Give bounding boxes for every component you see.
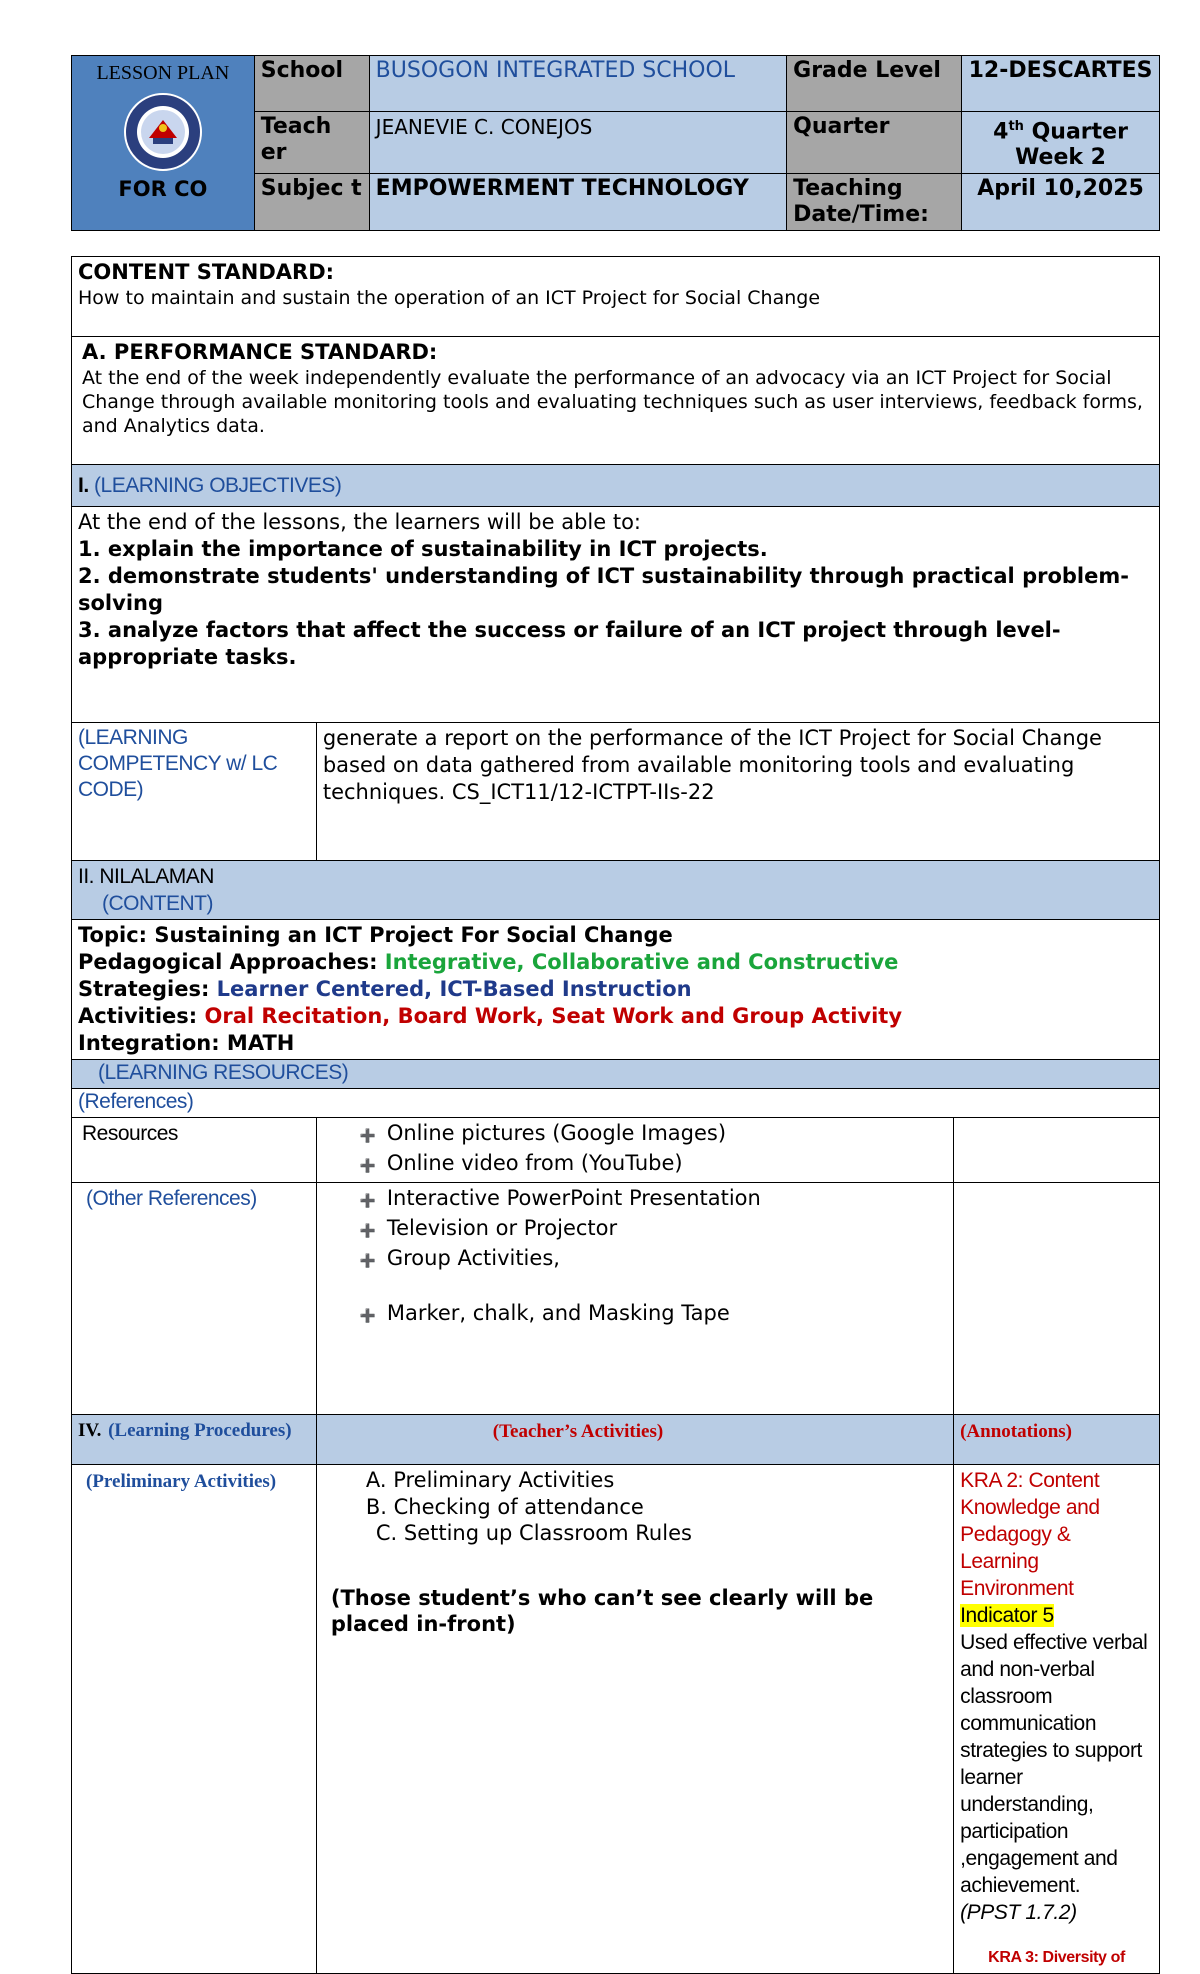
list-item: ➕Group Activities, xyxy=(357,1245,947,1275)
procedures-heading: IV. (Learning Procedures) xyxy=(72,1415,317,1465)
preliminary-label: (Preliminary Activities) xyxy=(86,1471,277,1492)
date-label: Teaching Date/Time: xyxy=(787,174,962,231)
quarter-label: Quarter xyxy=(787,112,962,174)
references-heading: (References) xyxy=(72,1089,1160,1118)
bullet-icon xyxy=(357,1151,379,1180)
teacher-label: Teach er xyxy=(254,112,369,174)
annotations-heading: (Annotations) xyxy=(954,1415,1160,1465)
list-item: ➕ Online pictures (Google Images) xyxy=(357,1120,947,1150)
ppst-code: (PPST 1.7.2) xyxy=(960,1901,1077,1924)
kra2-text: KRA 2: Content Knowledge and Pedagogy & Learning Environment xyxy=(960,1469,1100,1600)
other-references-label: (Other References) xyxy=(72,1183,317,1415)
list-item: ➕Online video from (YouTube) xyxy=(357,1150,947,1180)
lesson-plan-title: LESSON PLAN xyxy=(96,62,230,84)
objectives-intro: At the end of the lessons, the learners will be able to: xyxy=(78,510,641,534)
competency-text: generate a report on the performance of the ICT Project for Social Change based on data gathered from available monitoring tools and evaluating techniques. CS_ICT11/12-ICTPT-IIs-22 xyxy=(316,723,1159,861)
bullet-icon xyxy=(357,1301,379,1330)
content-standard-cell xyxy=(72,257,1160,337)
content-standard-heading: CONTENT STANDARD: xyxy=(78,260,335,284)
school-value: BUSOGON INTEGRATED SCHOOL xyxy=(369,56,786,112)
objective-item: 1. explain the importance of sustainability in ICT projects. xyxy=(78,537,768,561)
resources-empty xyxy=(954,1118,1160,1183)
header-table xyxy=(71,55,1160,231)
objectives-heading: I. (LEARNING OBJECTIVES) xyxy=(72,465,1160,507)
bullet-icon xyxy=(357,1121,379,1150)
lesson-table xyxy=(71,256,1160,1974)
school-label: School xyxy=(254,56,369,112)
kra3-text: KRA 3: Diversity of xyxy=(988,1949,1125,1966)
list-item: A. Preliminary Activities xyxy=(365,1468,615,1492)
performance-standard-heading: A. PERFORMANCE STANDARD: xyxy=(82,340,438,364)
quarter-week: Week 2 xyxy=(1015,145,1106,171)
objective-item: 3. analyze factors that affect the success or failure of an ICT project through level-appropriate tasks. xyxy=(78,618,1061,669)
other-references-list xyxy=(316,1183,953,1415)
preliminary-activities-cell xyxy=(316,1465,953,1974)
content-standard-text: How to maintain and sustain the operation of an ICT Project for Social Change xyxy=(78,287,821,309)
bullet-icon xyxy=(357,1246,379,1275)
indicator-label: Indicator 5 xyxy=(960,1604,1054,1627)
objectives-cell xyxy=(72,507,1160,723)
annotation-text: Used effective verbal and non-verbal classroom communication strategies to support learner understanding, participation ,engagement and achievement. xyxy=(960,1631,1148,1897)
subject-value: EMPOWERMENT TECHNOLOGY xyxy=(369,174,786,231)
list-item: C. Setting up Classroom Rules xyxy=(375,1521,692,1545)
for-co-label: FOR CO xyxy=(118,177,208,201)
performance-standard-cell xyxy=(72,337,1160,465)
content-details: Topic: Sustaining an ICT Project For Social Change Pedagogical Approaches: Integrative, Collaborative and Constructive Strategies: Learner Centered, ICT-Based Instruction Activities: Oral Recitation, Board Work, Seat Work and Group Activity Integration: MATH xyxy=(72,920,1160,1060)
resources-list xyxy=(316,1118,953,1183)
list-item: ➕Television or Projector xyxy=(357,1215,947,1245)
bullet-icon xyxy=(357,1186,379,1215)
teacher-value: JEANEVIE C. CONEJOS xyxy=(369,112,786,174)
bullet-icon xyxy=(357,1216,379,1245)
competency-label: (LEARNING COMPETENCY w/ LC CODE) xyxy=(72,723,317,861)
grade-value: 12-DESCARTES xyxy=(962,56,1160,112)
date-value: April 10,2025 xyxy=(962,174,1160,231)
list-item: B. Checking of attendance xyxy=(365,1495,644,1519)
preliminary-note: (Those student’s who can’t see clearly will be placed in-front) xyxy=(330,1586,874,1636)
lesson-plan-cell xyxy=(72,56,255,231)
objective-item: 2. demonstrate students' understanding of ICT sustainability through practical problem-solving xyxy=(78,564,1129,615)
list-item: ➕Marker, chalk, and Masking Tape xyxy=(357,1300,947,1330)
list-item: ➕ Interactive PowerPoint Presentation xyxy=(357,1185,947,1215)
learning-resources-heading: (LEARNING RESOURCES) xyxy=(72,1060,1160,1089)
deped-seal-icon xyxy=(123,92,203,172)
other-references-empty xyxy=(954,1183,1160,1415)
content-heading: II. NILALAMAN (CONTENT) xyxy=(72,861,1160,920)
quarter-value: 4th Quarter Week 2 xyxy=(962,112,1160,174)
preliminary-label-cell xyxy=(72,1465,317,1974)
annotation-cell xyxy=(954,1465,1160,1974)
performance-standard-text: At the end of the week independently evaluate the performance of an advocacy via an ICT Project for Social Change through available monitoring tools and evaluating techniques such as user interviews, feedback forms, and Analytics data. xyxy=(82,367,1143,437)
teacher-activities-heading: (Teacher’s Activities) xyxy=(316,1415,953,1465)
resources-label: Resources xyxy=(72,1118,317,1183)
subject-label: Subjec t xyxy=(254,174,369,231)
grade-label: Grade Level xyxy=(787,56,962,112)
